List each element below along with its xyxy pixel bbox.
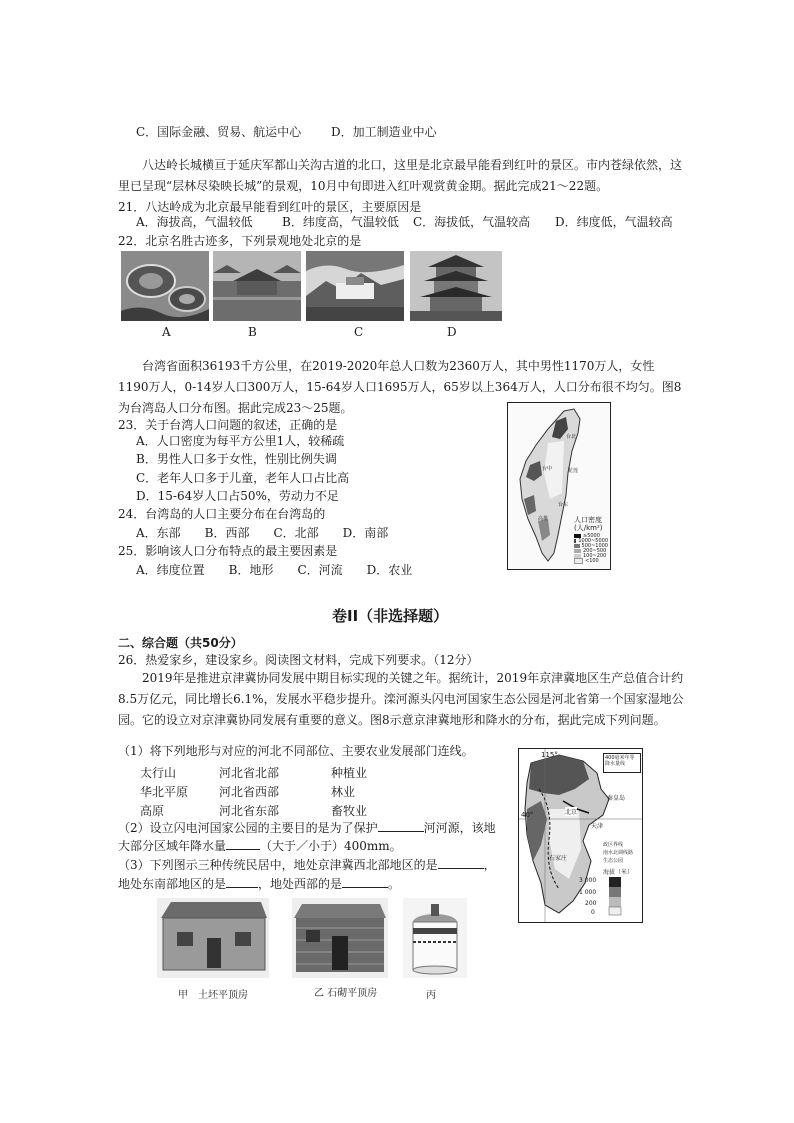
q23-option-a: A．人口密度为每平方公里1人，较稀疏 [136,434,345,448]
map-place-shijiazhuang: 石家庄 [549,855,568,862]
section-2-title: 卷II（非选择题） [332,607,449,625]
photo-a-tulou [121,251,209,321]
q21-option-c: C．海拔低，气温较高 [413,215,531,229]
photo-label-b: B [248,325,257,339]
pavilion-image [410,251,502,321]
map-latitude-label: 40° [521,811,534,819]
tulou-image [121,251,209,321]
northwest-answer-blank[interactable] [438,857,484,869]
q24-stem: 24．台湾岛的人口主要分布在台湾岛的 [118,507,326,521]
photo-label-d: D [447,325,457,339]
west-answer-blank[interactable] [342,876,388,888]
match-landform[interactable]: 高原 [140,804,165,818]
legend-item: 100~200 [574,553,608,558]
q21-option-a: A．海拔高，气温较低 [136,215,253,229]
map-place-qinhuangdao: 秦皇岛 [607,795,626,802]
taiwan-population-map [507,402,611,570]
q26-part2-line2 [118,838,402,853]
jingjinji-map-shape [519,749,642,922]
part3-text-d: ，地处西部的是 [258,877,343,891]
part3-text-e: 。 [388,877,401,891]
part2-text-d: （大于／小于）400mm。 [260,839,402,853]
q24-options: A．东部 B．西部 C．北部 D．南部 [136,526,389,540]
match-agriculture[interactable]: 畜牧业 [331,804,368,818]
river-answer-blank[interactable] [378,820,424,832]
elev-tick-1000: 1 000 [579,889,597,896]
part3-text-a: （3）下列图示三种传统民居中，地处京津冀西北部地区的是 [118,858,438,872]
q23-option-d: D．15-64岁人口占50%，劳动力不足 [136,489,339,503]
match-agriculture[interactable]: 林业 [331,785,356,799]
match-region[interactable]: 河北省北部 [219,766,280,780]
taiwan-place-1: 台北 [566,434,577,440]
badaling-intro: 八达岭长城横亘于延庆军都山关沟古道的北口，这里是北京最早能看到红叶的景区。市内苍绿依然，这里已呈现“层林尽染映长城”的景观，10月中旬即进入红叶观赏黄金期。据此完成21～22题。 [118,158,683,193]
q23-option-c: C．老年人口多于儿童，老年人口占比高 [136,471,350,485]
yurt-image [403,898,467,978]
q23-stem: 23．关于台湾人口问题的叙述，正确的是 [118,418,338,432]
match-landform[interactable]: 华北平原 [140,785,189,799]
legend-item: 1000~5000 [574,538,608,543]
potala-image [306,251,404,321]
elev-tick-3000: 3 000 [579,877,597,884]
part3-text-b: ， [483,858,496,872]
photo-label-c: C [354,325,364,339]
map-place-beijing: 北京 [565,809,578,816]
q26-part3-line2 [118,876,400,891]
palace-image [213,251,301,321]
match-landform[interactable]: 太行山 [140,766,177,780]
taiwan-intro: 台湾省面积36193千方公里，在2019-2020年总人口数为2360万人，其中男性1170万人，女性1190万人，0-14岁人口300万人，15-64岁人口1695万人，65岁以上364万人，人口分布很不均匀。图8为台湾岛人口分布图。据此完成23～25题。 [118,359,682,415]
rainfall-legend-box [603,753,641,773]
part3-text-c: 地处东南部地区的是 [118,877,227,891]
map-legend-water-route: 南水北调线路 [603,850,634,856]
section-2-heading: 二、综合题（共50分） [118,636,243,650]
rainfall-answer-blank[interactable] [226,838,260,850]
q25-options: A．纬度位置 B．地形 C．河流 D．农业 [136,563,413,577]
elev-tick-0: 0 [591,909,595,916]
map-legend-eco-park: 生态公园 [603,858,624,864]
map-longitude-label: 115° [541,751,558,759]
q26-title: 26．热爱家乡，建设家乡。阅读图文材料，完成下列要求。（12分） [118,653,479,667]
taiwan-place-3: 高雄 [538,516,549,522]
photo-label-a: A [162,325,171,339]
adobe-house-image [157,898,269,978]
photo-c-potala [306,251,404,321]
q21-option-b: B．纬度高，气温较低 [282,215,399,229]
southeast-answer-blank[interactable] [226,876,258,888]
taiwan-legend-title: 人口密度 [574,516,602,524]
match-agriculture[interactable]: 种植业 [331,766,368,780]
house-caption-bing: 丙 [426,990,436,1001]
q26-part3-line1 [118,857,496,872]
q26-part2-line1 [118,820,496,835]
q26-text: 2019年是推进京津冀协同发展中期目标实现的关键之年。据统计，2019年京津冀地区生产总值合计约8.5万亿元，同比增长6.1%，发展水平稳步提升。滦河源头闪电河国家生态公园是河北省第一个国家湿地公园。它的设立对京津冀协同发展有重要的意义。图8示意京津冀地形和降水的分布，据此完成下列问题。 [118,671,684,727]
part2-text-b: 河河源，该地 [423,821,496,835]
q23-option-b: B．男性人口多于女性，性别比例失调 [136,452,337,466]
q20-option-c: C．国际金融、贸易、航运中心 [136,125,302,139]
photo-d-pavilion [410,251,502,321]
elev-tick-200: 200 [585,900,597,907]
part2-text-c: 大部分区域年降水量 [118,839,227,853]
taiwan-place-5: 台东 [558,502,569,508]
house-caption-yi: 乙 石砌平顶房 [314,988,378,999]
q21-option-d: D．纬度低，气温较高 [555,215,673,229]
photo-b-palace [213,251,301,321]
legend-item: ≥5000 [574,533,608,538]
taiwan-place-4: 花莲 [568,468,579,474]
rainfall-line-label: 400毫米年等降水量线 [605,755,635,767]
match-region[interactable]: 河北省东部 [219,804,280,818]
map-place-tianjin: 天津 [591,823,604,830]
stone-house-image [292,898,388,978]
taiwan-legend [574,533,608,563]
house-photo-jia [157,898,269,978]
legend-item: 500~1000 [574,543,608,548]
taiwan-place-2: 台中 [542,466,553,472]
jingjinji-terrain-map [518,748,643,923]
house-photo-yi [292,898,388,978]
house-photo-bing [403,898,467,978]
q26-part1: （1）将下列地形与对应的河北不同部位、主要农业发展部门连线。 [118,744,474,758]
map-legend-boundary: 政区界线 [603,842,624,848]
q25-stem: 25．影响该人口分布特点的最主要因素是 [118,544,338,558]
taiwan-legend-unit: (人/km²) [574,524,603,532]
match-region[interactable]: 河北省西部 [219,785,280,799]
q20-option-d: D．加工制造业中心 [331,125,437,139]
elevation-legend-title: 海拔（米） [603,869,634,876]
q22-stem: 22．北京名胜古迹多，下列景观地处北京的是 [118,234,362,248]
q21-stem: 21．八达岭成为北京最早能看到红叶的景区，主要原因是 [118,200,422,214]
legend-item: <100 [574,558,608,563]
legend-item: 200~500 [574,548,608,553]
part2-text-a: （2）设立闪电河国家公园的主要目的是为了保护 [118,821,378,835]
house-caption-jia: 甲 土坯平顶房 [178,990,248,1001]
